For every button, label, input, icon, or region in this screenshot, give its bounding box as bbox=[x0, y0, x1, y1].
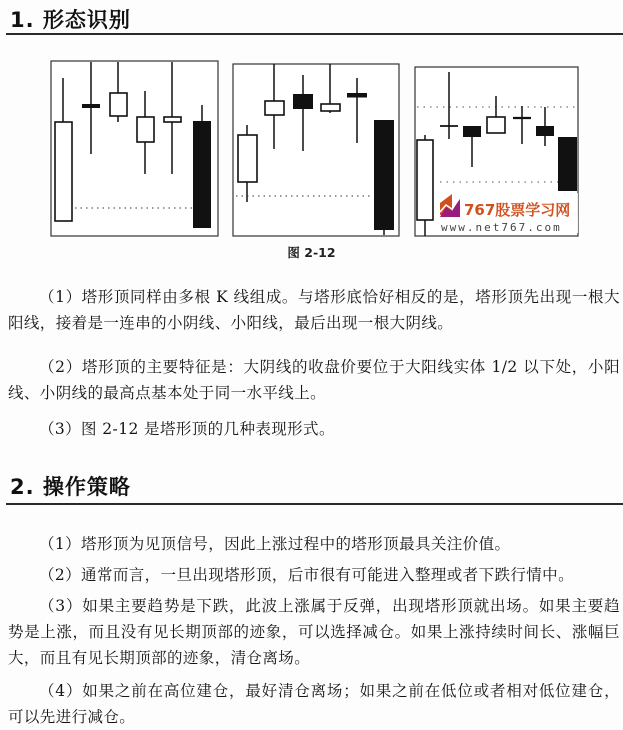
paragraph-2-2: （2）通常而言，一旦出现塔形顶，后市很有可能进入整理或者下跌行情中。 bbox=[39, 566, 574, 584]
figure-2-12 bbox=[0, 0, 623, 260]
watermark-url: www.net767.com bbox=[441, 221, 562, 234]
paragraph-1-2: （2）塔形顶的主要特征是：大阴线的收盘价要位于大阳线实体 1/2 以下处，小阳线、小阴线的最高点基本处于同一水平线上。 bbox=[8, 358, 620, 402]
watermark-brand: 767股票学习网 bbox=[464, 201, 571, 219]
paragraph-2-4: （4）如果之前在高位建仓，最好清仓离场；如果之前在低位或者相对低位建仓，可以先进行减仓。 bbox=[8, 682, 620, 726]
paragraph-1-3: （3）图 2-12 是塔形顶的几种表现形式。 bbox=[39, 420, 335, 438]
figure-caption: 图 2-12 bbox=[287, 245, 336, 260]
section-title-pattern-recognition: 1. 形态识别 bbox=[10, 8, 131, 32]
section-divider bbox=[6, 503, 623, 505]
section-title-operation-strategy: 2. 操作策略 bbox=[10, 475, 131, 499]
paragraph-2-3: （3）如果主要趋势是下跌，此波上涨属于反弹，出现塔形顶就出场。如果主要趋势是上涨，而且没有见长期顶部的迹象，可以选择减仓。如果上涨持续时间长、涨幅巨大，而且有见长期顶部的迹象，清仓离场。 bbox=[8, 597, 620, 667]
paragraph-1-1: （1）塔形顶同样由多根 K 线组成。与塔形底恰好相反的是，塔形顶先出现一根大阳线，接着是一连串的小阴线、小阳线，最后出现一根大阴线。 bbox=[8, 288, 620, 332]
paragraph-2-1: （1）塔形顶为见顶信号，因此上涨过程中的塔形顶最具关注价值。 bbox=[39, 535, 511, 553]
